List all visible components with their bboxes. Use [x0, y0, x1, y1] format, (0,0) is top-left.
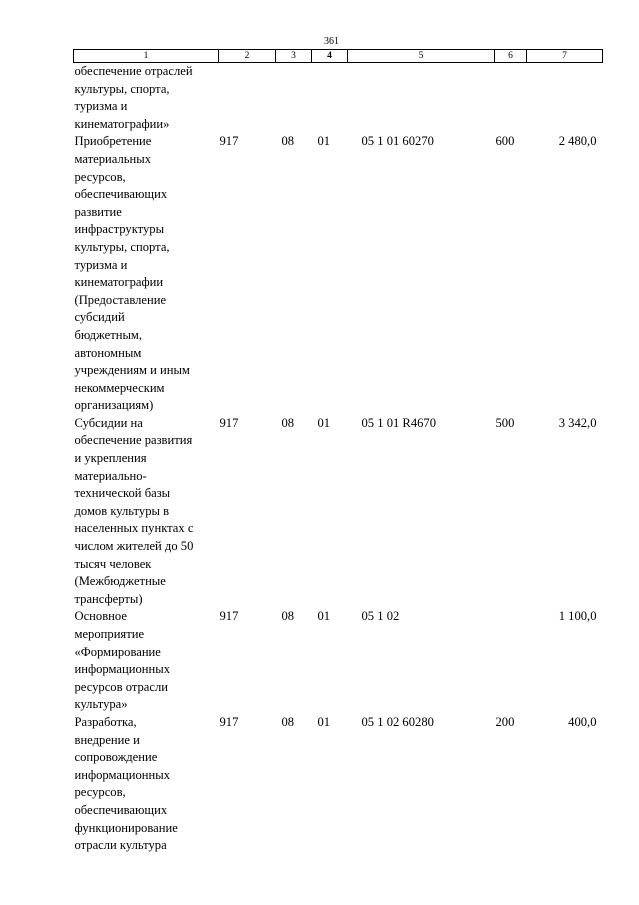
row-name-line: Основное [74, 609, 127, 624]
column-header-6: 6 [495, 50, 527, 63]
admin-code-cell: 917 [219, 134, 239, 149]
row-name-cell [74, 415, 219, 609]
table-row [74, 63, 603, 134]
row-name-cell [74, 133, 219, 415]
row-name-line: обеспечение развития [74, 433, 193, 448]
header-row [74, 50, 603, 63]
row-name-line: ресурсов отрасли [74, 679, 168, 694]
section-code-cell: 08 [281, 609, 295, 624]
row-name-line: отрасли культура [74, 838, 167, 853]
section-code-cell: 08 [281, 134, 295, 149]
row-name-line: инфраструктуры [74, 222, 165, 237]
subsection-code-cell: 01 [317, 609, 331, 624]
row-name-line: Разработка, [74, 714, 137, 729]
amount-cell: 400,0 [568, 714, 597, 729]
row-name-line: информационных [74, 767, 171, 782]
page-number: 361 [324, 36, 339, 47]
row-name-line: автономным [74, 345, 142, 360]
admin-code-cell: 917 [219, 609, 239, 624]
subsection-code-cell: 01 [317, 714, 331, 729]
row-name-line: учреждениям и иным [74, 363, 190, 378]
row-name-line: ресурсов, [74, 169, 126, 184]
section-code-cell [276, 63, 312, 134]
expense-type-cell: 200 [495, 714, 515, 729]
expense-type-cell: 600 [495, 134, 515, 149]
row-name-line: некоммерческим [74, 380, 165, 395]
row-name-line: обеспечивающих [74, 802, 168, 817]
table-body [74, 63, 603, 855]
amount-cell: 2 480,0 [558, 134, 597, 149]
table-row [74, 133, 603, 415]
row-name-line: культура» [74, 697, 128, 712]
row-name-line: обеспечение отраслей [74, 64, 193, 78]
subsection-code-cell: 01 [317, 415, 331, 430]
column-header-3: 3 [276, 50, 312, 63]
row-name-line: сопровождение [74, 750, 158, 765]
row-name-line: туризма и [74, 257, 128, 272]
subsection-code-cell [312, 63, 348, 134]
budget-table [73, 49, 603, 855]
row-name-line: внедрение и [74, 732, 140, 747]
row-name-line: ресурсов, [74, 785, 126, 800]
row-name-line: мероприятие [74, 627, 145, 641]
row-name-cell [74, 608, 219, 714]
target-article-cell: 05 1 01 60270 [361, 134, 434, 149]
row-name-line: субсидий [74, 310, 125, 325]
row-name-line: населенных пунктах с [74, 521, 194, 536]
row-name-line: информационных [74, 662, 171, 677]
expense-type-cell [495, 63, 527, 134]
section-code-cell: 08 [281, 415, 295, 430]
column-header-5: 5 [348, 50, 495, 63]
row-name-line: материально- [74, 468, 147, 483]
row-name-line: «Формирование [74, 644, 161, 659]
target-article-cell: 05 1 02 [361, 609, 400, 624]
row-name-line: функционирование [74, 820, 178, 835]
table-row [74, 714, 603, 855]
column-header-1: 1 [74, 50, 219, 63]
row-name-line: Приобретение [74, 134, 152, 149]
row-name-line: домов культуры в [74, 503, 170, 518]
admin-code-cell: 917 [219, 415, 239, 430]
row-name-line: обеспечивающих [74, 187, 168, 202]
admin-code-cell [219, 63, 276, 134]
row-name-line: технической базы [74, 486, 171, 501]
row-name-line: тысяч человек [74, 556, 152, 571]
row-name-line: развитие [74, 204, 122, 219]
row-name-cell [74, 714, 219, 855]
target-article-cell: 05 1 02 60280 [361, 714, 434, 729]
admin-code-cell: 917 [219, 714, 239, 729]
row-name-line: Субсидии на [74, 415, 143, 430]
expense-type-cell: 500 [495, 415, 515, 430]
subsection-code-cell: 01 [317, 134, 331, 149]
row-name-line: культуры, спорта, [74, 239, 170, 254]
target-article-cell [348, 63, 495, 134]
row-name-line: туризма и [74, 99, 128, 114]
row-name-line: бюджетным, [74, 327, 143, 342]
section-code-cell: 08 [281, 714, 295, 729]
amount-cell: 1 100,0 [558, 609, 597, 624]
column-header-4: 4 [312, 50, 348, 63]
row-name-line: (Предоставление [74, 292, 167, 307]
row-name-line: культуры, спорта, [74, 81, 170, 96]
table-header [74, 50, 603, 63]
row-name-line: (Межбюджетные [74, 574, 166, 589]
row-name-cell [74, 63, 219, 134]
row-name-line: материальных [74, 151, 152, 166]
amount-cell: 3 342,0 [558, 415, 597, 430]
column-header-2: 2 [219, 50, 276, 63]
amount-cell [527, 63, 603, 134]
row-name-line: и укрепления [74, 451, 147, 466]
row-name-line: трансферты) [74, 591, 143, 606]
target-article-cell: 05 1 01 R4670 [361, 415, 437, 430]
row-name-line: кинематографии» [74, 116, 170, 131]
column-header-7: 7 [527, 50, 603, 63]
table-row [74, 608, 603, 714]
row-name-line: организациям) [74, 398, 154, 413]
row-name-line: кинематографии [74, 275, 164, 290]
row-name-line: числом жителей до 50 [74, 539, 194, 554]
expense-type-cell [495, 608, 527, 714]
table-row [74, 415, 603, 609]
